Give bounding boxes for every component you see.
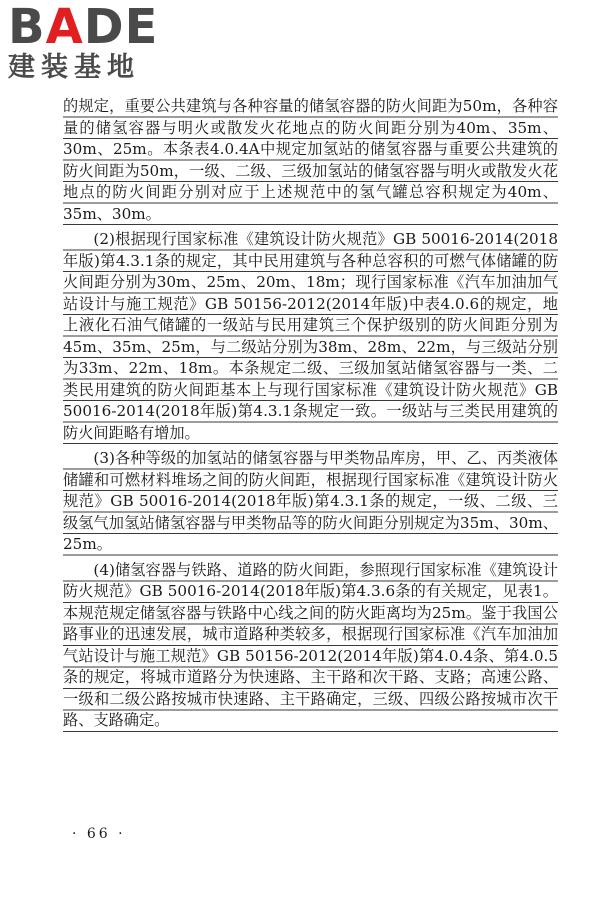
paragraph-item-4: (4)储氢容器与铁路、道路的防火间距，参照现行国家标准《建筑设计防火规范》GB 50016-2014(2018年版)第4.3.6条的有关规定，见表1。本规范规定储氢容器与铁路中心线之间的防火距离均为25m。鉴于我国公路事业的迅速发展，城市道路种类较多，根据现行国家标准《汽车加油加气站设计与施工规范》GB 50156-2012(2014年版)第4.0.4条、第4.0.5条的规定，将城市道路分为快速路、主干路和次干路、支路；高速公路、一级和二级公路按城市快速路、主干路确定，三级、四级公路按城市次干路、支路确定。 <box>63 560 558 732</box>
paragraph-item-2: (2)根据现行国家标准《建筑设计防火规范》GB 50016-2014(2018年版)第4.3.1条的规定，其中民用建筑与各种总容积的可燃气体储罐的防火间距分别为30m、25m、20m、18m；现行国家标准《汽车加油加气站设计与施工规范》GB 50156-2012(2014年版)中表4.0.6的规定，地上液化石油气储罐的一级站与民用建筑三个保护级别的防火间距分别为45m、35m、25m，与二级站分别为38m、28m、22m，与三级站分别为33m、22m、18m。本条规定二级、三级加氢站储氢容器与一类、二类民用建筑的防火间距基本上与现行国家标准《建筑设计防火规范》GB 50016-2014(2018年版)第4.3.1条规定一致。一级站与三类民用建筑的防火间距略有增加。 <box>63 229 558 444</box>
bade-logo <box>8 2 178 90</box>
logo-wordmark: BADE <box>8 0 159 55</box>
paragraph-continuation: 的规定，重要公共建筑与各种容量的储氢容器的防火间距为50m，各种容量的储氢容器与明火或散发火花地点的防火间距分别为40m、35m、30m、25m。本条表4.0.4A中规定加氢站的储氢容器与重要公共建筑的防火间距为50m，一级、二级、三级加氢站的储氢容器与明火或散发火花地点的防火间距分别对应于上述规范中的氢气罐总容积规定为40m、35m、30m。 <box>63 96 558 225</box>
logo-subtitle: 建装基地 <box>8 52 140 83</box>
page-number: · 66 · <box>72 826 126 842</box>
document-body <box>63 96 558 736</box>
paragraph-item-3: (3)各种等级的加氢站的储氢容器与甲类物品库房，甲、乙、丙类液体储罐和可燃材料堆场之间的防火间距，根据现行国家标准《建筑设计防火规范》GB 50016-2014(2018年版)第4.3.1条的规定，一级、二级、三级氢气加氢站储氢容器与甲类物品等的防火间距分别规定为35m、30m、25m。 <box>63 448 558 556</box>
